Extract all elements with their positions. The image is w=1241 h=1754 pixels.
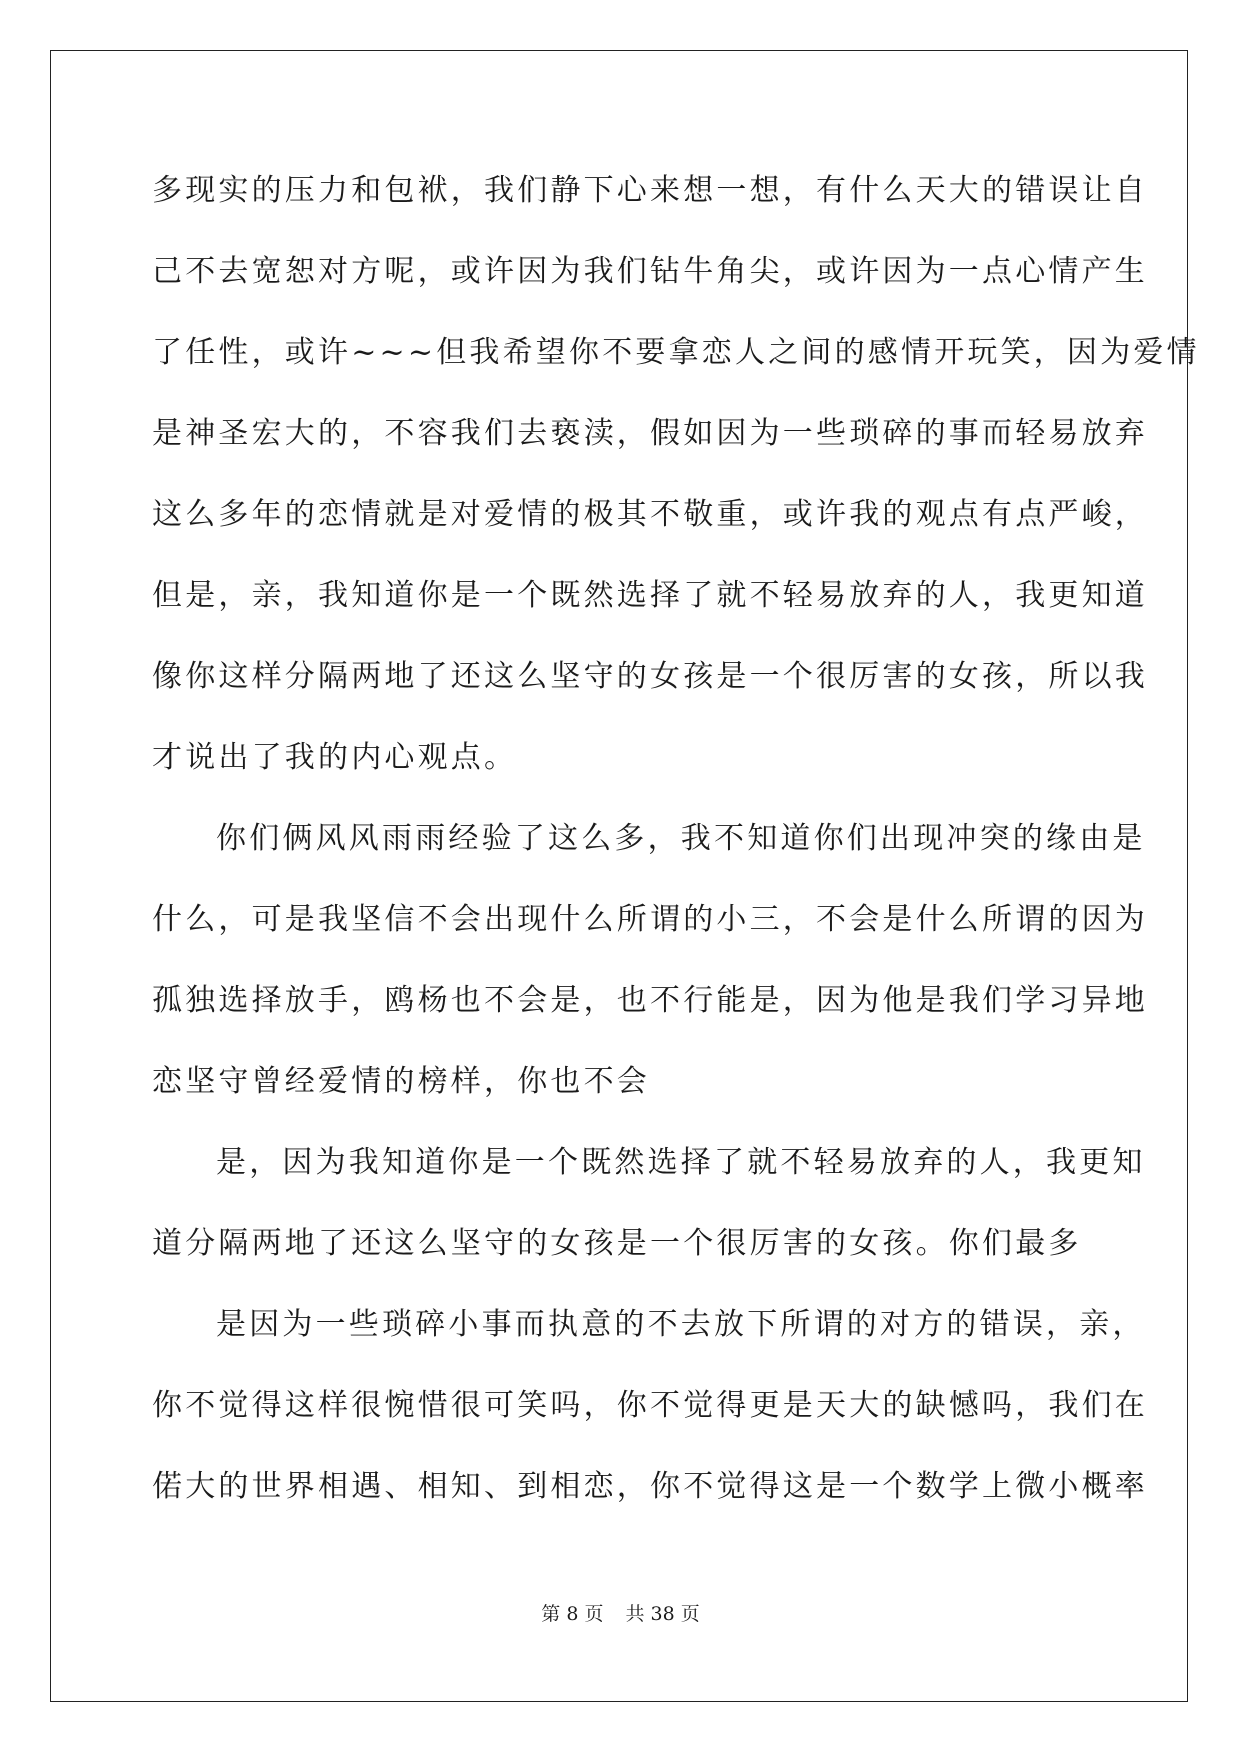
text-line: 像你这样分隔两地了还这么坚守的女孩是一个很厉害的女孩，所以我 <box>152 659 1148 694</box>
text-line: 但是，亲，我知道你是一个既然选择了就不轻易放弃的人，我更知道 <box>152 578 1148 613</box>
page-footer <box>0 1599 1241 1626</box>
page-number: 第 8 页 <box>541 1603 604 1625</box>
text-line: 是神圣宏大的，不容我们去亵渎，假如因为一些琐碎的事而轻易放弃 <box>152 416 1148 451</box>
text-line: 恋坚守曾经爱情的榜样，你也不会 <box>152 1064 650 1099</box>
text-line: 道分隔两地了还这么坚守的女孩是一个很厉害的女孩。你们最多 <box>152 1226 1082 1261</box>
text-line: 了任性，或许~~~但我希望你不要拿恋人之间的感情开玩笑，因为爱情 <box>152 335 1200 370</box>
text-line: 你们俩风风雨雨经验了这么多，我不知道你们出现冲突的缘由是 <box>216 821 1146 856</box>
page-total: 共 38 页 <box>625 1603 700 1625</box>
text-line: 是因为一些琐碎小事而执意的不去放下所谓的对方的错误，亲， <box>216 1307 1146 1342</box>
text-line: 什么，可是我坚信不会出现什么所谓的小三，不会是什么所谓的因为 <box>152 902 1148 937</box>
text-line: 才说出了我的内心观点。 <box>152 740 518 775</box>
text-line: 你不觉得这样很惋惜很可笑吗，你不觉得更是天大的缺憾吗，我们在 <box>152 1388 1148 1423</box>
text-line: 这么多年的恋情就是对爱情的极其不敬重，或许我的观点有点严峻， <box>152 497 1148 532</box>
text-line: 多现实的压力和包袱，我们静下心来想一想，有什么天大的错误让自 <box>152 173 1148 208</box>
text-line: 己不去宽恕对方呢，或许因为我们钻牛角尖，或许因为一点心情产生 <box>152 254 1148 289</box>
text-line: 偌大的世界相遇、相知、到相恋，你不觉得这是一个数学上微小概率 <box>152 1469 1148 1504</box>
document-body <box>152 166 1200 1543</box>
text-line: 是，因为我知道你是一个既然选择了就不轻易放弃的人，我更知 <box>216 1145 1146 1180</box>
text-line: 孤独选择放手，鸥杨也不会是，也不行能是，因为他是我们学习异地 <box>152 983 1148 1018</box>
